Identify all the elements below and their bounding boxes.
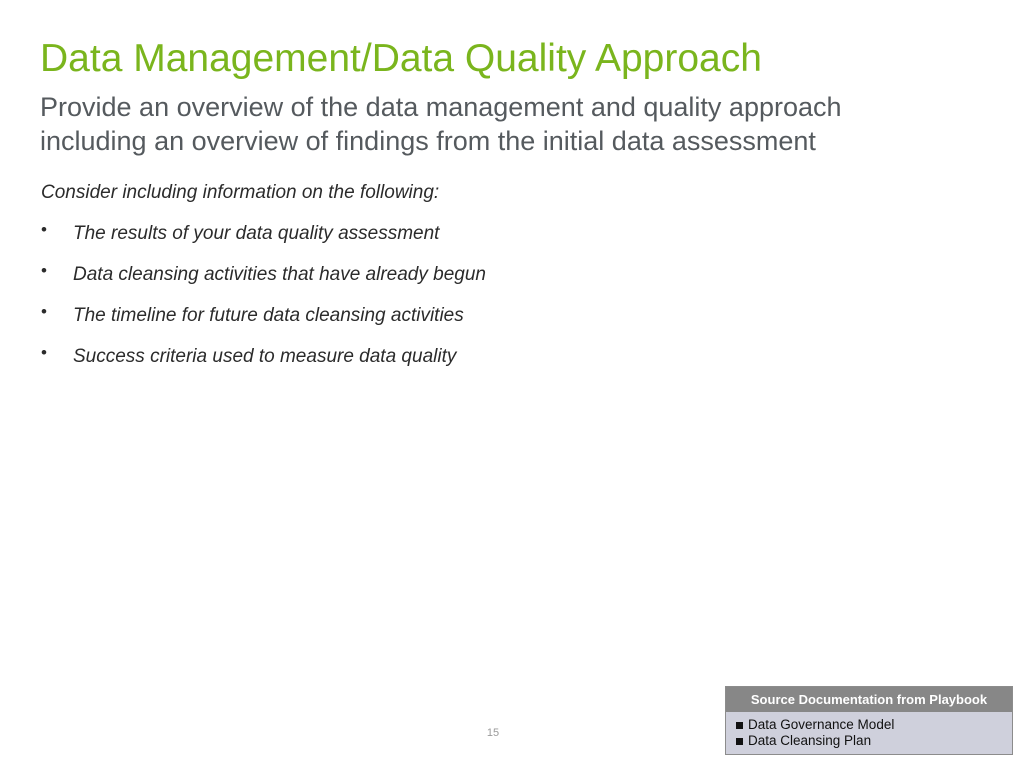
bullet-text: Data cleansing activities that have already begun xyxy=(73,264,486,285)
bullet-dot-icon: • xyxy=(41,302,47,321)
page-number: 15 xyxy=(486,727,500,739)
bullet-dot-icon: • xyxy=(41,343,47,362)
intro-text: Consider including information on the following: xyxy=(41,182,440,203)
bullet-text: The timeline for future data cleansing activities xyxy=(73,305,464,326)
source-item-label: Data Cleansing Plan xyxy=(748,733,872,748)
square-bullet-icon xyxy=(736,722,743,729)
source-box-header: Source Documentation from Playbook xyxy=(726,687,1012,712)
source-item-label: Data Governance Model xyxy=(748,717,895,732)
bullet-text: The results of your data quality assessment xyxy=(73,223,440,244)
source-item xyxy=(736,733,1012,749)
slide-title: Data Management/Data Quality Approach xyxy=(40,37,762,80)
square-bullet-icon xyxy=(736,738,743,745)
source-list xyxy=(726,712,1012,749)
bullet-dot-icon: • xyxy=(41,220,47,239)
slide-subtitle: Provide an overview of the data management and quality approach including an overview of findings from the initial data assessment xyxy=(40,92,842,156)
bullet-dot-icon: • xyxy=(41,261,47,280)
source-item xyxy=(736,717,1012,733)
source-documentation-box xyxy=(725,686,1013,755)
bullet-text: Success criteria used to measure data quality xyxy=(73,346,457,367)
